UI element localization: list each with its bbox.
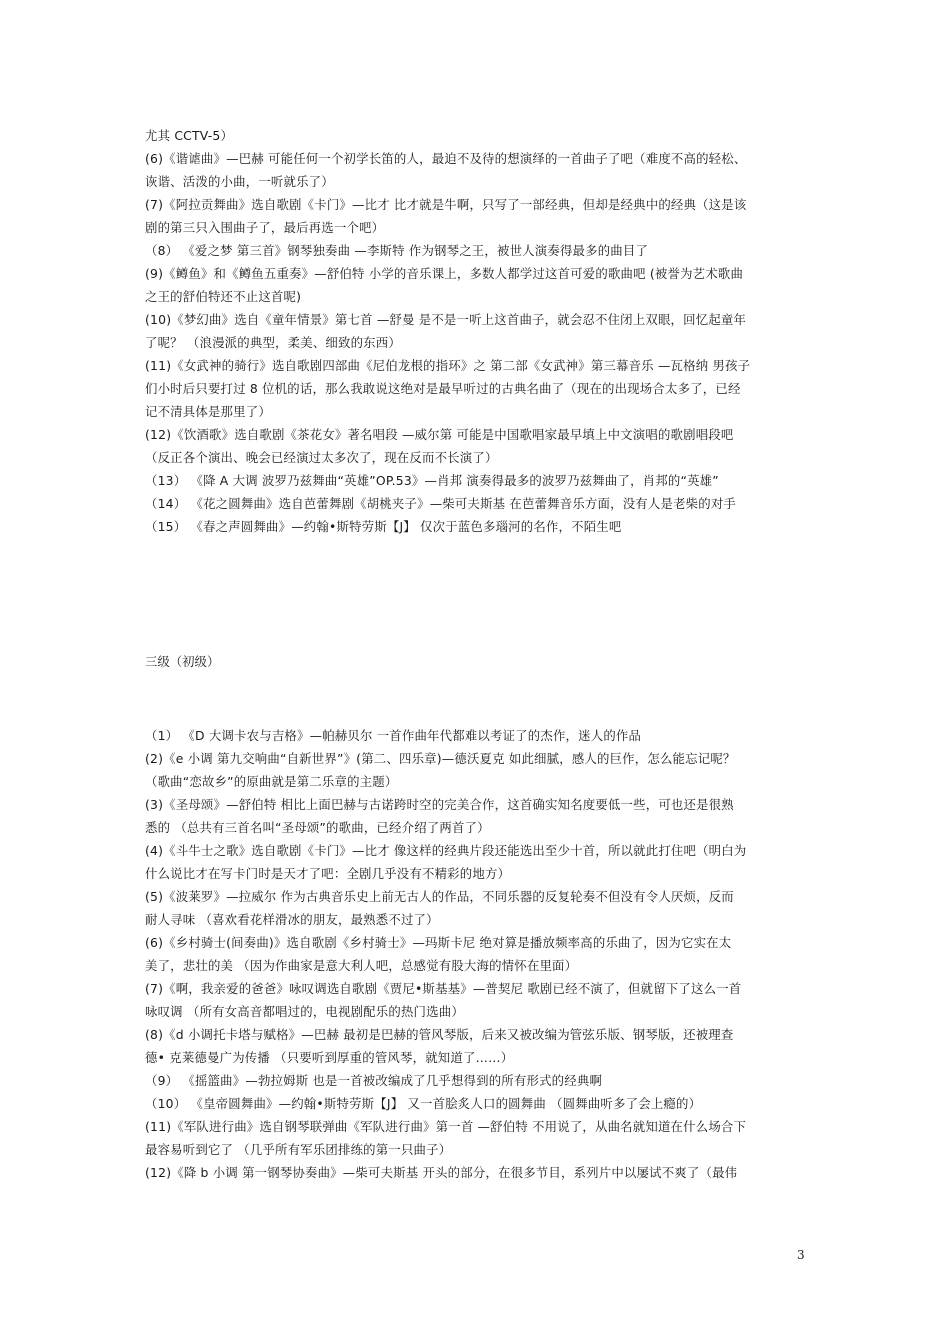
text-line: （14） 《花之圆舞曲》选自芭蕾舞剧《胡桃夹子》—柴可夫斯基 在芭蕾舞音乐方面，没有人是老柴的对手: [145, 496, 737, 511]
text-line: 咏叹调 （所有女高音都唱过的，电视剧配乐的热门选曲）: [145, 1004, 464, 1019]
text-line: （1） 《D 大调卡农与吉格》—帕赫贝尔 一首作曲年代都难以考证了的杰作，迷人的作品: [145, 728, 642, 743]
text-line: 剧的第三只入围曲子了，最后再选一个吧）: [145, 220, 385, 235]
text-line: （9） 《摇篮曲》—勃拉姆斯 也是一首被改编成了几乎想得到的所有形式的经典啊: [145, 1073, 603, 1088]
section-heading: 三级（初级）: [145, 654, 220, 669]
text-line: (12)《饮酒歌》选自歌剧《茶花女》著名唱段 —威尔第 可能是中国歌唱家最早填上中文演唱的歌剧唱段吧: [145, 427, 734, 442]
text-line: (7)《啊，我亲爱的爸爸》咏叹调选自歌剧《贾尼•斯基基》—普契尼 歌剧已经不演了，但就留下了这么一首: [145, 981, 742, 996]
text-line: (11)《女武神的骑行》选自歌剧四部曲《尼伯龙根的指环》之 第二部《女武神》第三幕音乐 —瓦格纳 男孩子: [145, 358, 751, 373]
text-line: （歌曲“恋故乡”的原曲就是第二乐章的主题）: [145, 774, 398, 789]
text-line: 之王的舒伯特还不止这首呢): [145, 289, 302, 304]
text-line: (11)《军队进行曲》选自钢琴联弹曲《军队进行曲》第一首 —舒伯特 不用说了，从曲名就知道在什么场合下: [145, 1119, 747, 1134]
text-line: 什么说比才在写卡门时是天才了吧：全剧几乎没有不精彩的地方）: [145, 866, 511, 881]
text-line: 德• 克莱德曼广为传播 （只要听到厚重的管风琴，就知道了……）: [145, 1050, 514, 1065]
text-line: （反正各个演出、晚会已经演过太多次了，现在反而不长演了）: [145, 450, 498, 465]
top-text-block: [145, 124, 813, 538]
text-line: (10)《梦幻曲》选自《童年情景》第七首 —舒曼 是不是一听上这首曲子，就会忍不住闭上双眼，回忆起童年: [145, 312, 747, 327]
text-line: (6)《乡村骑士(间奏曲)》选自歌剧《乡村骑士》—玛斯卡尼 绝对算是播放频率高的乐曲了，因为它实在太: [145, 935, 732, 950]
text-line: （15） 《春之声圆舞曲》—约翰•斯特劳斯【J】 仅次于蓝色多瑙河的名作，不陌生吧: [145, 519, 622, 534]
text-line: 们小时后只要打过 8 位机的话，那么我敢说这绝对是最早听过的古典名曲了（现在的出现场合太多了，已经: [145, 381, 741, 396]
text-line: (8)《d 小调托卡塔与赋格》—巴赫 最初是巴赫的管风琴版，后来又被改编为管弦乐版、钢琴版，还被理查: [145, 1027, 734, 1042]
text-line: （10） 《皇帝圆舞曲》—约翰•斯特劳斯【J】 又一首脍炙人口的圆舞曲 （圆舞曲听多了会上瘾的）: [145, 1096, 702, 1111]
bottom-text-block: [145, 724, 813, 1184]
text-line: 最容易听到它了 （几乎所有军乐团排练的第一只曲子）: [145, 1142, 452, 1157]
text-line: (2)《e 小调 第九交响曲“自新世界”》(第二、四乐章)—德沃夏克 如此细腻，感人的巨作，怎么能忘记呢？: [145, 751, 736, 766]
text-line: (4)《斗牛士之歌》选自歌剧《卡门》—比才 像这样的经典片段还能选出至少十首，所以就此打住吧（明白为: [145, 843, 747, 858]
text-line: 诙谐、活泼的小曲，一听就乐了）: [145, 174, 334, 189]
text-line: (9)《鳟鱼》和《鳟鱼五重奏》—舒伯特 小学的音乐课上，多数人都学过这首可爱的歌曲吧 (被誉为艺术歌曲: [145, 266, 744, 281]
text-line: 悉的 （总共有三首名叫“圣母颂”的歌曲，已经介绍了两首了）: [145, 820, 490, 835]
text-line: 耐人寻味 （喜欢看花样滑冰的朋友，最熟悉不过了）: [145, 912, 439, 927]
text-line: (3)《圣母颂》—舒伯特 相比上面巴赫与古诺跨时空的完美合作，这首确实知名度要低一些，可也还是很熟: [145, 797, 734, 812]
text-line: （13） 《降 A 大调 波罗乃兹舞曲“英雄”OP.53》—肖邦 演奏得最多的波罗乃兹舞曲了，肖邦的“英雄”: [145, 473, 719, 488]
text-line: 记不清具体是那里了）: [145, 404, 271, 419]
text-line: 美了，悲壮的美 （因为作曲家是意大利人吧，总感觉有股大海的情怀在里面）: [145, 958, 578, 973]
page-number: 3: [797, 1248, 805, 1262]
text-line: （8） 《爱之梦 第三首》钢琴独奏曲 —李斯特 作为钢琴之王，被世人演奏得最多的曲目了: [145, 243, 649, 258]
text-line: (12)《降 b 小调 第一钢琴协奏曲》—柴可夫斯基 开头的部分，在很多节目，系列片中以屡试不爽了（最伟: [145, 1165, 738, 1180]
text-line: 了呢？ （浪漫派的典型，柔美、细致的东西）: [145, 335, 401, 350]
text-line: 尤其 CCTV-5）: [145, 128, 234, 143]
text-line: (7)《阿拉贡舞曲》选自歌剧《卡门》—比才 比才就是牛啊，只写了一部经典，但却是经典中的经典（这是该: [145, 197, 747, 212]
text-line: (5)《波莱罗》—拉威尔 作为古典音乐史上前无古人的作品，不同乐器的反复轮奏不但没有令人厌烦，反而: [145, 889, 734, 904]
text-line: (6)《谐谑曲》—巴赫 可能任何一个初学长笛的人，最迫不及待的想演绎的一首曲子了吧（难度不高的轻松、: [145, 151, 747, 166]
